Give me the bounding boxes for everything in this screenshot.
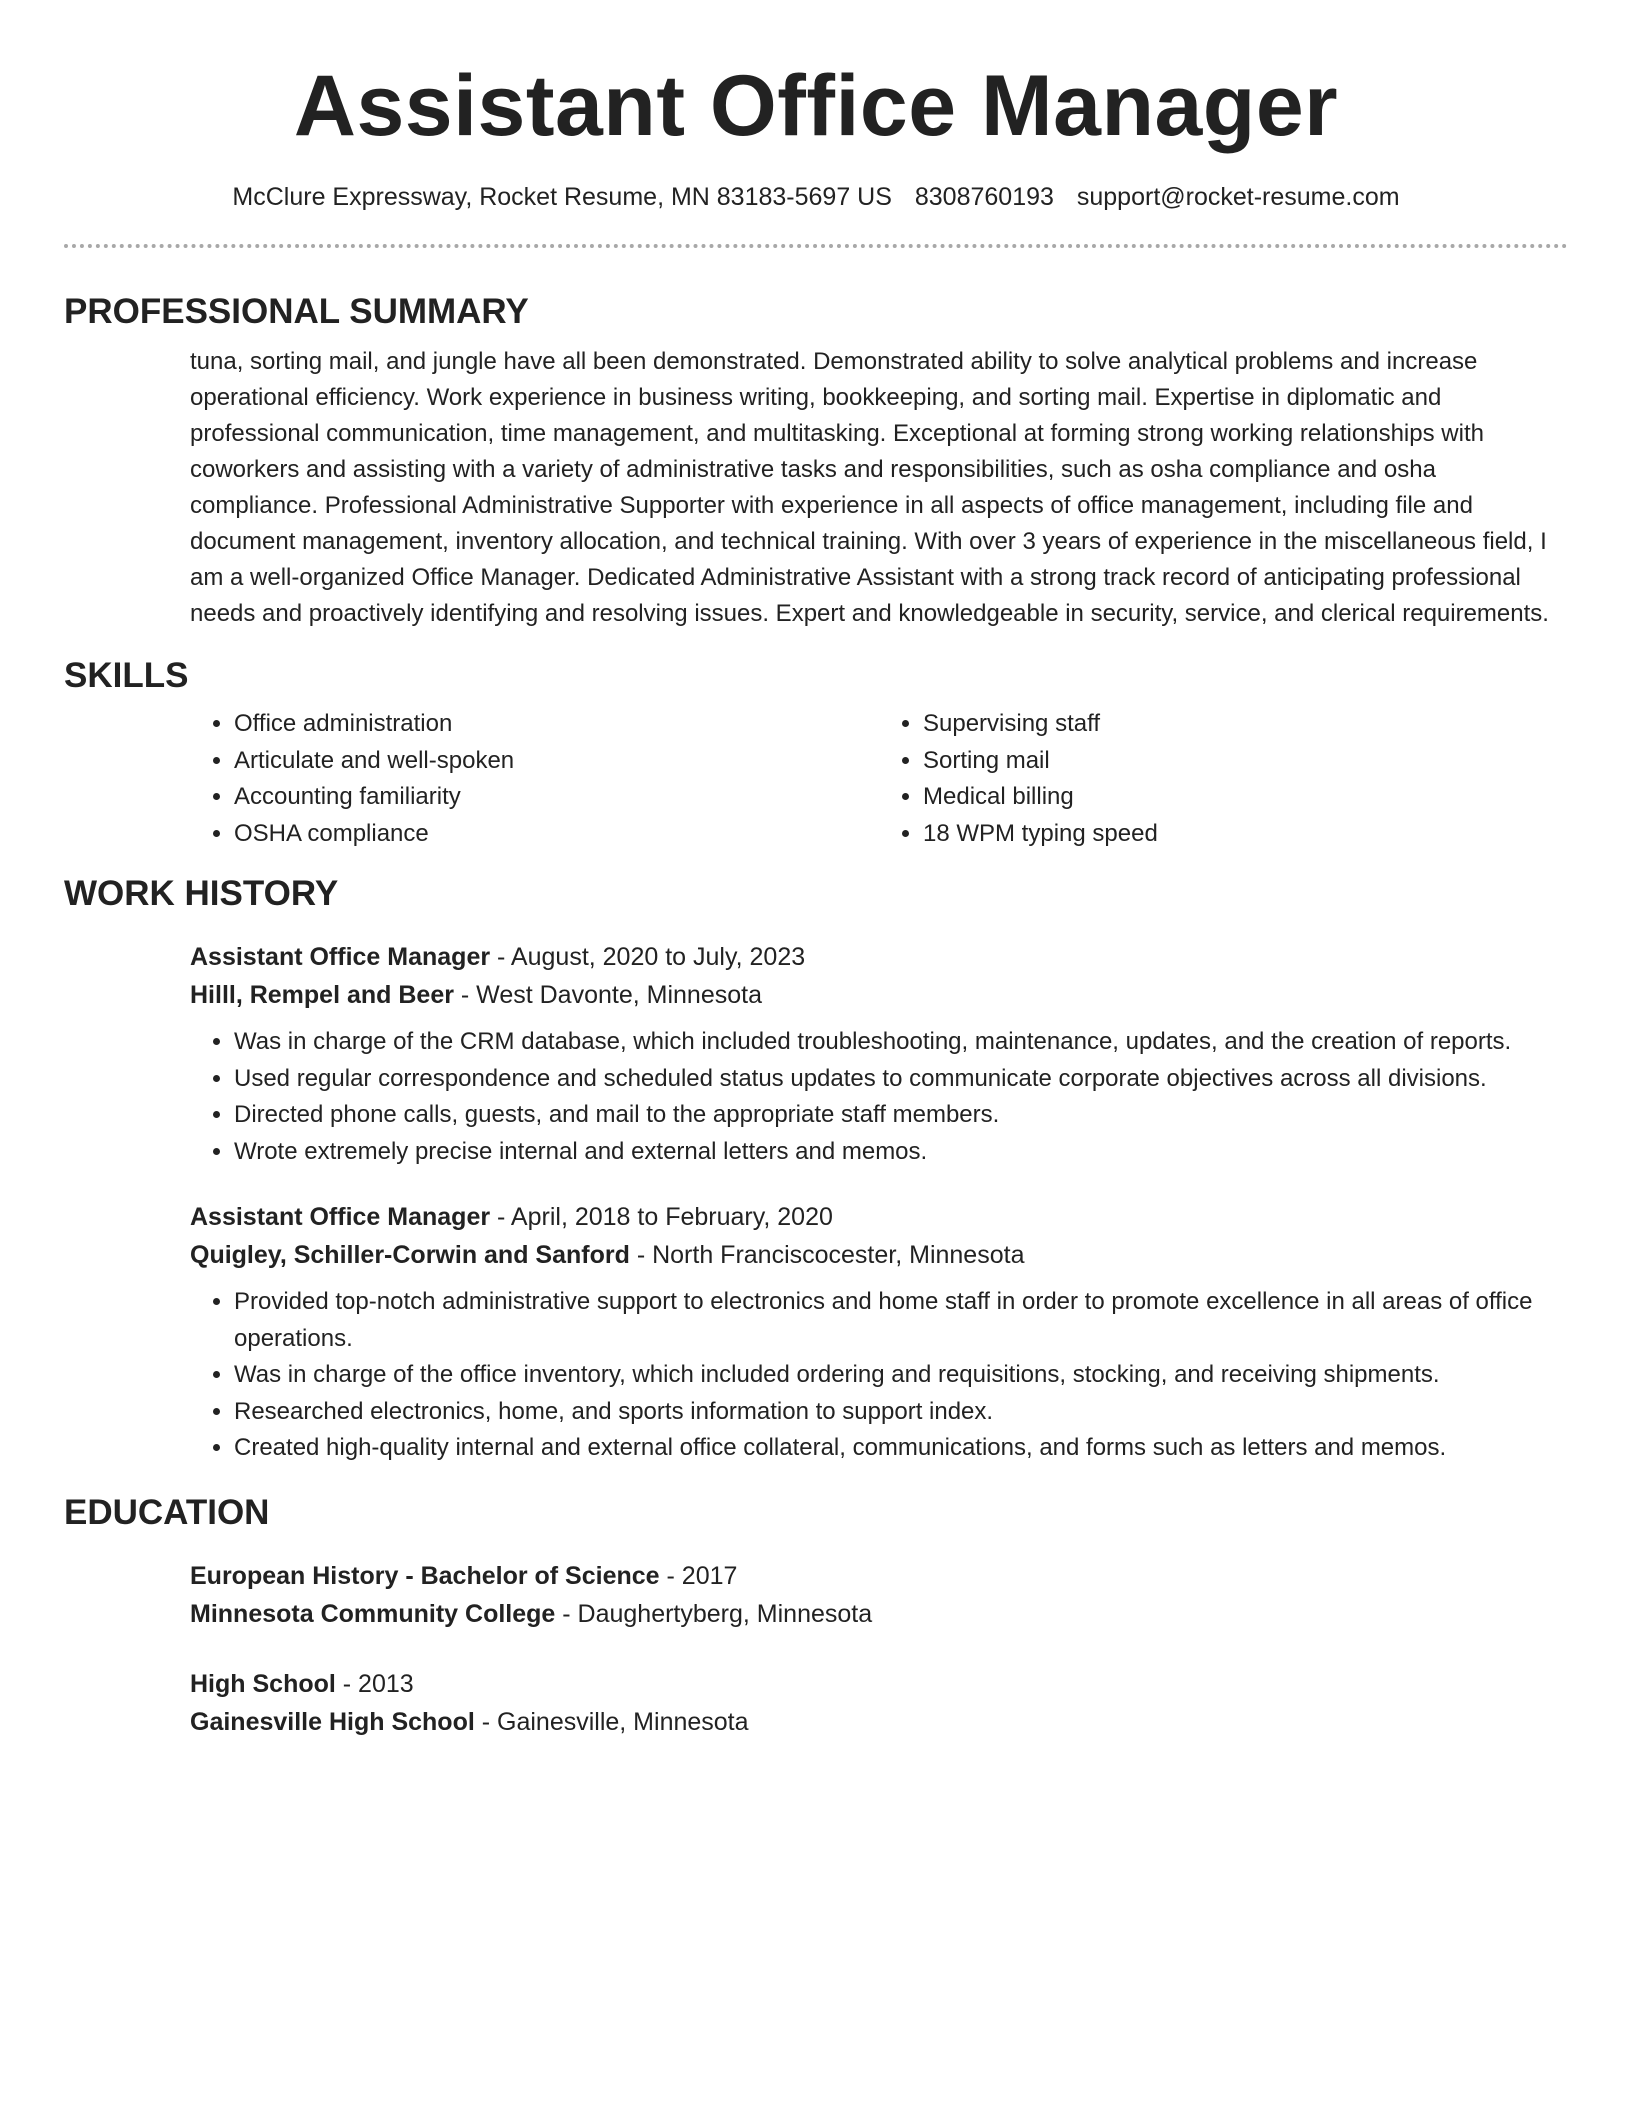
job-dates: - August, 2020 to July, 2023 [490, 943, 806, 971]
job-duty: • Was in charge of the CRM database, which included troubleshooting, maintenance, updates, and the creation of reports. [234, 1024, 1568, 1061]
job-duty: • Used regular correspondence and scheduled status updates to communicate corporate objectives across all divisions. [234, 1061, 1568, 1098]
skills-heading: SKILLS [64, 656, 189, 695]
job-title-line [190, 1198, 1568, 1236]
job-entry [190, 938, 1568, 1170]
education-school-line [190, 1703, 1568, 1741]
job-location: - North Franciscocester, Minnesota [629, 1241, 1025, 1269]
contact-phone: 8308760193 [914, 183, 1054, 211]
skill-item: • Office administration [234, 706, 879, 743]
education-year: - 2017 [659, 1561, 738, 1590]
job-duties [190, 1024, 1568, 1170]
skill-item: • Sorting mail [923, 743, 1568, 780]
skills-column-right [879, 706, 1568, 852]
education-location: - Daughertyberg, Minnesota [555, 1599, 873, 1628]
summary-text: tuna, sorting mail, and jungle have all been demonstrated. Demonstrated ability to solve analytical problems and increase operational efficiency. Work experience in business writing, bookkeeping, and sorting mail. Expertise in diplomatic and professional communication, time management, and multitasking. Exceptional at forming strong working relationships with coworkers and assisting with a variety of administrative tasks and responsibilities, such as osha compliance and osha compliance. Professional Administrative Supporter with experience in all aspects of office management, including file and document management, inventory allocation, and technical training. With over 3 years of experience in the miscellaneous field, I am a well-organized Office Manager. Dedicated Administrative Assistant with a strong track record of anticipating professional needs and proactively identifying and resolving issues. Expert and knowledgeable in security, service, and clerical requirements. [190, 348, 1549, 627]
education-degree-line [190, 1665, 1568, 1703]
skill-item: • OSHA compliance [234, 816, 879, 853]
skill-item: • Articulate and well-spoken [234, 743, 879, 780]
job-duty: • Researched electronics, home, and sports information to support index. [234, 1394, 1568, 1431]
skill-item: • Supervising staff [923, 706, 1568, 743]
job-duty: • Created high-quality internal and external office collateral, communications, and forms such as letters and memos. [234, 1430, 1568, 1467]
education-entry [190, 1557, 1568, 1633]
work-history-heading: WORK HISTORY [64, 874, 339, 913]
education-location: - Gainesville, Minnesota [474, 1707, 749, 1736]
job-duties [190, 1284, 1568, 1467]
job-title-line [190, 938, 1568, 976]
skill-item: • 18 WPM typing speed [923, 816, 1568, 853]
job-duty: • Wrote extremely precise internal and external letters and memos. [234, 1134, 1568, 1171]
contact-email: support@rocket-resume.com [1076, 183, 1400, 211]
job-location: - West Davonte, Minnesota [453, 981, 762, 1009]
skills-list [190, 706, 1568, 852]
education-school: Gainesville High School [190, 1707, 475, 1736]
resume-page [64, 0, 1568, 1741]
skill-item: • Medical billing [923, 779, 1568, 816]
education-heading: EDUCATION [64, 1492, 270, 1532]
job-company: Quigley, Schiller-Corwin and Sanford [190, 1241, 630, 1269]
skill-item: • Accounting familiarity [234, 779, 879, 816]
job-company: Hilll, Rempel and Beer [190, 981, 454, 1009]
header-divider [64, 244, 1568, 248]
contact-line [64, 180, 1568, 214]
education-degree-line [190, 1557, 1568, 1595]
job-duty: • Was in charge of the office inventory, which included ordering and requisitions, stocking, and receiving shipments. [234, 1357, 1568, 1394]
job-company-line [190, 976, 1568, 1014]
skills-column-left [190, 706, 879, 852]
job-dates: - April, 2018 to February, 2020 [490, 1203, 833, 1231]
education-degree: High School [190, 1669, 336, 1698]
summary-heading: PROFESSIONAL SUMMARY [64, 292, 529, 331]
education-school: Minnesota Community College [190, 1599, 556, 1628]
resume-name: Assistant Office Manager [293, 58, 1339, 154]
job-company-line [190, 1236, 1568, 1274]
job-entry [190, 1198, 1568, 1467]
education-degree: European History - Bachelor of Science [190, 1561, 660, 1590]
job-role: Assistant Office Manager [190, 943, 491, 971]
contact-address: McClure Expressway, Rocket Resume, MN 83183-5697 US [232, 183, 892, 211]
job-role: Assistant Office Manager [190, 1203, 491, 1231]
education-entry [190, 1665, 1568, 1741]
education-school-line [190, 1595, 1568, 1633]
job-duty: • Provided top-notch administrative support to electronics and home staff in order to promote excellence in all areas of office operations. [234, 1284, 1568, 1357]
education-year: - 2013 [335, 1669, 414, 1698]
job-duty: • Directed phone calls, guests, and mail to the appropriate staff members. [234, 1097, 1568, 1134]
